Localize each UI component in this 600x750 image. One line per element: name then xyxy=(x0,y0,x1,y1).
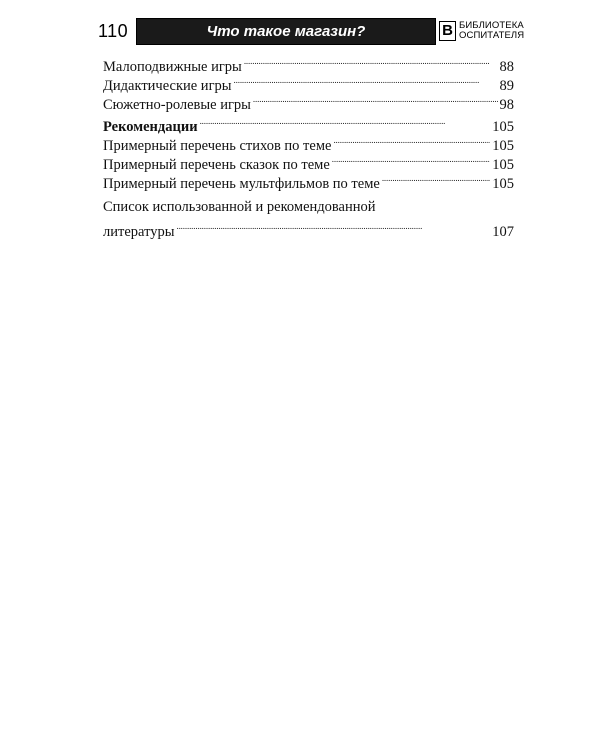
series-logo xyxy=(439,18,525,45)
toc-entry-label: Примерный перечень сказок по теме xyxy=(103,157,330,173)
title-bar xyxy=(136,18,436,45)
toc-entry-label: Дидактические игры xyxy=(103,78,232,94)
toc-entry-label: Малоподвижные игры xyxy=(103,59,242,75)
toc-entry-page: 105 xyxy=(492,157,514,173)
toc-entry xyxy=(103,169,514,192)
toc-section-label: Рекомендации xyxy=(103,119,198,135)
toc-entry-page: 105 xyxy=(492,138,514,154)
table-of-contents xyxy=(103,52,514,240)
toc-entry xyxy=(103,71,514,94)
toc-entry-label: Сюжетно-ролевые игры xyxy=(103,97,251,113)
toc-dot-leader xyxy=(234,71,498,90)
toc-bibliography-line-1: Список использованной и рекомендованной xyxy=(103,199,376,215)
toc-entry xyxy=(103,150,514,173)
toc-entry-page: 88 xyxy=(499,59,514,75)
toc-dot-leader xyxy=(382,169,490,188)
toc-dot-leader xyxy=(176,217,490,236)
toc-entry-page: 89 xyxy=(499,78,514,94)
toc-entry xyxy=(103,52,514,75)
toc-dot-leader xyxy=(333,131,490,150)
toc-entry xyxy=(103,90,514,113)
toc-bibliography-page: 107 xyxy=(492,224,514,240)
chapter-title: Что такое магазин? xyxy=(206,23,366,40)
toc-entry-label: Примерный перечень мультфильмов по теме xyxy=(103,176,380,192)
toc-section-page: 105 xyxy=(492,119,514,135)
series-logo-line-2: ОСПИТАТЕЛЯ xyxy=(459,30,525,41)
toc-entry-page: 98 xyxy=(499,97,514,113)
series-logo-line-1: БИБЛИОТЕКА xyxy=(459,20,524,31)
toc-entry-label: Примерный перечень стихов по теме xyxy=(103,138,332,154)
toc-bibliography-label: литературы xyxy=(103,224,175,240)
toc-entry-page: 105 xyxy=(492,176,514,192)
toc-section-recommendations xyxy=(103,112,514,135)
toc-entry xyxy=(103,131,514,154)
toc-dot-leader xyxy=(244,52,498,71)
toc-dot-leader xyxy=(200,112,491,131)
toc-dot-leader xyxy=(253,90,498,109)
page-number: 110 xyxy=(98,21,129,41)
series-logo-letter: В xyxy=(439,21,456,41)
toc-bibliography xyxy=(103,217,514,240)
running-header xyxy=(98,18,525,45)
toc-dot-leader xyxy=(332,150,490,169)
